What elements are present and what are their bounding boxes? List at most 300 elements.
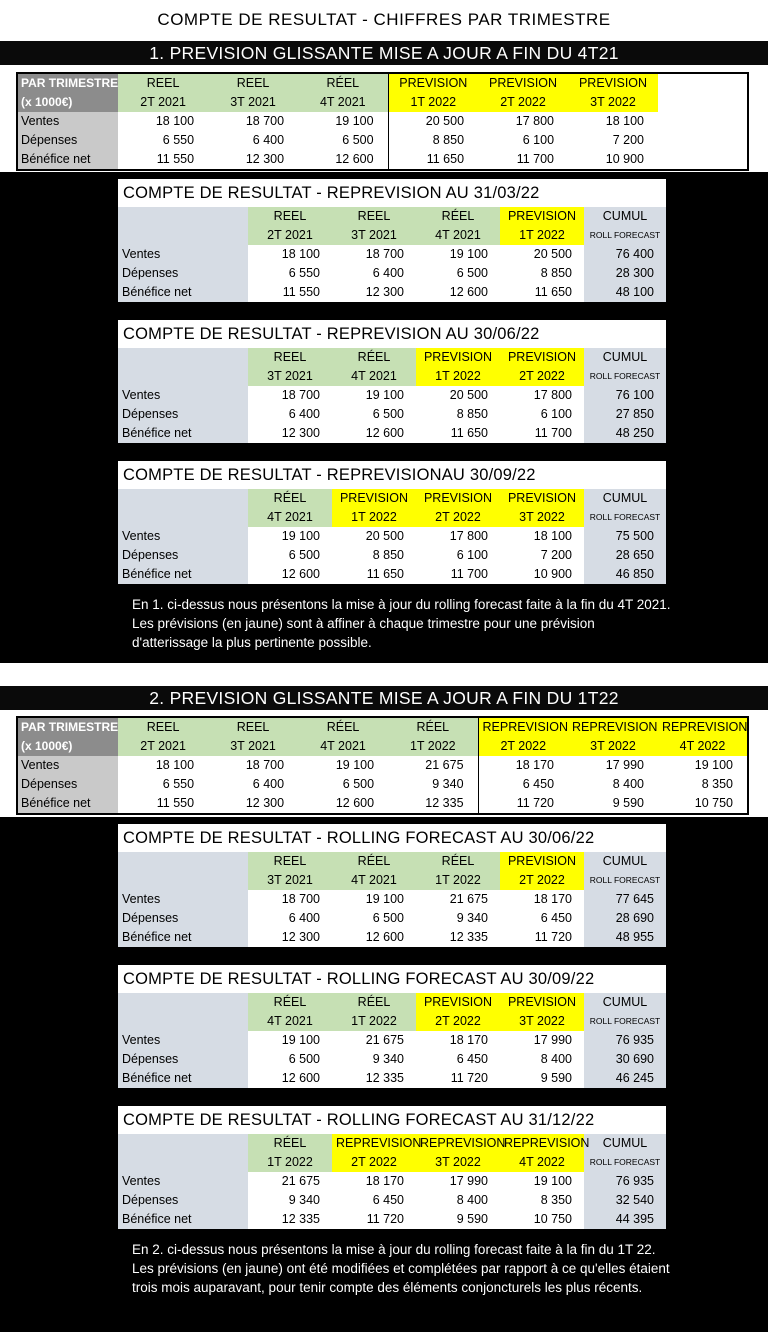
cumul-header: CUMUL [584, 852, 666, 871]
column-type-header: RÉEL [388, 717, 478, 737]
value-cell: 11 550 [156, 152, 195, 166]
empty-cell [658, 93, 748, 112]
value-cell: 18 170 [449, 1033, 488, 1047]
table-row [118, 928, 666, 947]
value-cell: 18 700 [245, 114, 285, 128]
cumul-value-cell: 76 100 [584, 386, 666, 405]
value-cell: 6 400 [252, 133, 285, 147]
empty-cell [658, 112, 748, 131]
column-quarter-header: 4T 2022 [500, 1153, 584, 1172]
column-quarter-header: 3T 2021 [208, 737, 298, 756]
value-cell: 18 170 [533, 892, 572, 906]
column-quarter-header: 3T 2022 [568, 737, 658, 756]
value-cell: 18 700 [245, 758, 285, 772]
column-quarter-header: 3T 2021 [208, 93, 298, 112]
column-type-header: REPREVISION [416, 1134, 500, 1153]
column-type-header: RÉEL [248, 1134, 332, 1153]
value-cell: 12 600 [365, 426, 404, 440]
table-row [118, 1191, 666, 1210]
section2-main-table [16, 716, 749, 815]
label-spacer [118, 993, 248, 1012]
column-quarter-header: 1T 2022 [248, 1153, 332, 1172]
column-quarter-header: 3T 2022 [500, 1012, 584, 1031]
cumul-value-cell: 28 650 [584, 546, 666, 565]
value-cell: 21 675 [425, 758, 464, 772]
column-type-header: RÉEL [248, 489, 332, 508]
value-cell: 12 335 [365, 1071, 404, 1085]
column-type-header: RÉEL [332, 993, 416, 1012]
cumul-value-cell: 28 300 [584, 264, 666, 283]
subtable-title: COMPTE DE RESULTAT - ROLLING FORECAST AU 31/12/22 [123, 1111, 595, 1129]
table-row [118, 264, 666, 283]
page-title: COMPTE DE RESULTAT - CHIFFRES PAR TRIMESTRE [157, 10, 611, 29]
value-cell: 10 900 [605, 152, 644, 166]
value-cell: 7 200 [612, 133, 644, 147]
value-cell: 17 990 [605, 758, 644, 772]
column-quarter-header: 4T 2021 [298, 737, 388, 756]
column-type-header: PREVISION [500, 852, 584, 871]
row-label: Dépenses [17, 775, 118, 794]
table-row [17, 131, 748, 150]
value-cell: 10 750 [533, 1212, 572, 1226]
cumul-subheader: ROLL FORECAST [584, 508, 666, 527]
column-quarter-header: 2T 2022 [500, 871, 584, 890]
cumul-subheader: ROLL FORECAST [584, 1153, 666, 1172]
value-cell: 9 590 [612, 796, 644, 810]
value-cell: 6 550 [162, 777, 195, 791]
table-row [17, 150, 748, 170]
section2-subtable-3 [118, 1106, 666, 1229]
cumul-value-cell: 46 245 [584, 1069, 666, 1088]
table-row [118, 527, 666, 546]
row-label: Dépenses [118, 1191, 248, 1210]
value-cell: 10 750 [694, 796, 733, 810]
column-type-header: REEL [248, 207, 332, 226]
cumul-value-cell: 27 850 [584, 405, 666, 424]
subtable-title: COMPTE DE RESULTAT - ROLLING FORECAST AU 30/06/22 [123, 829, 595, 847]
cumul-value-cell: 76 400 [584, 245, 666, 264]
column-type-header: PREVISION [500, 993, 584, 1012]
column-type-header: PREVISION [416, 489, 500, 508]
cumul-header: CUMUL [584, 993, 666, 1012]
value-cell: 11 700 [534, 426, 572, 440]
row-label: Bénéfice net [118, 283, 248, 302]
label-spacer [118, 1012, 248, 1031]
column-quarter-header: 3T 2021 [332, 226, 416, 245]
value-cell: 19 100 [335, 758, 375, 772]
column-quarter-header: 2T 2021 [118, 93, 208, 112]
column-quarter-header: 1T 2022 [388, 93, 478, 112]
cumul-value-cell: 76 935 [584, 1031, 666, 1050]
section2-header: 2. PREVISION GLISSANTE MISE A JOUR A FIN DU 1T22 [0, 686, 768, 710]
value-cell: 11 720 [450, 1071, 488, 1085]
value-cell: 9 340 [288, 1193, 320, 1207]
value-cell: 12 335 [449, 930, 488, 944]
row-label: Ventes [118, 527, 248, 546]
label-spacer [118, 871, 248, 890]
value-cell: 9 340 [456, 911, 488, 925]
column-quarter-header: 4T 2021 [298, 93, 388, 112]
column-type-header: PREVISION [500, 489, 584, 508]
row-label: Ventes [118, 1031, 248, 1050]
row-label: Dépenses [118, 1050, 248, 1069]
row-label: Bénéfice net [118, 424, 248, 443]
value-cell: 9 590 [456, 1212, 488, 1226]
value-cell: 12 335 [281, 1212, 320, 1226]
value-cell: 8 400 [456, 1193, 488, 1207]
value-cell: 11 650 [388, 150, 478, 170]
column-type-header: RÉEL [416, 207, 500, 226]
value-cell: 6 500 [456, 266, 488, 280]
row-label: Dépenses [118, 546, 248, 565]
value-cell: 19 100 [533, 1174, 572, 1188]
cumul-value-cell: 77 645 [584, 890, 666, 909]
value-cell: 20 500 [365, 529, 404, 543]
value-cell: 6 450 [456, 1052, 488, 1066]
value-cell: 9 590 [540, 1071, 572, 1085]
value-cell: 12 300 [365, 285, 404, 299]
row-label: Bénéfice net [17, 794, 118, 814]
table-row [118, 565, 666, 584]
section2-note: En 2. ci-dessus nous présentons la mise à jour du rolling forecast faite à la fin du 1T 22. Les prévisions (en jaune) ont été modifiées et complétées par rapport à ce qu'elles étaient trois mois auparavant, pour tenir compte des éléments conjoncturels les plus récents. [132, 1242, 670, 1295]
column-quarter-header: 4T 2021 [332, 871, 416, 890]
table-row [17, 775, 748, 794]
value-cell: 11 720 [534, 930, 572, 944]
subtable-grid [118, 207, 666, 302]
table-row [118, 546, 666, 565]
cumul-value-cell: 48 250 [584, 424, 666, 443]
empty-cell [658, 150, 748, 170]
cumul-header: CUMUL [584, 348, 666, 367]
value-cell: 6 500 [372, 911, 404, 925]
column-type-header: REEL [248, 348, 332, 367]
row-label: Dépenses [118, 909, 248, 928]
value-cell: 7 200 [540, 548, 572, 562]
cumul-value-cell: 32 540 [584, 1191, 666, 1210]
column-type-header: REEL [118, 73, 208, 93]
column-type-header: REPREVISION [658, 717, 748, 737]
value-cell: 20 500 [533, 247, 572, 261]
column-type-header: PREVISION [568, 73, 658, 93]
column-quarter-header: 4T 2021 [248, 508, 332, 527]
table-row [118, 1172, 666, 1191]
value-cell: 6 500 [288, 1052, 320, 1066]
column-quarter-header: 2T 2022 [478, 737, 568, 756]
label-spacer [118, 348, 248, 367]
value-cell: 21 675 [449, 892, 488, 906]
subtable-grid [118, 852, 666, 947]
section1-note: En 1. ci-dessus nous présentons la mise à jour du rolling forecast faite à la fin du 4T 2021. Les prévisions (en jaune) sont à affiner à chaque trimestre pour une prévision d'atterissage la plus pertinente possible. [132, 597, 671, 650]
table-row [17, 794, 748, 814]
column-type-header: PREVISION [332, 489, 416, 508]
value-cell: 18 700 [281, 892, 320, 906]
column-quarter-header: 2T 2021 [118, 737, 208, 756]
value-cell: 11 720 [366, 1212, 404, 1226]
value-cell: 18 100 [155, 758, 195, 772]
column-type-header: REPREVISION [500, 1134, 584, 1153]
column-type-header: PREVISION [416, 993, 500, 1012]
section1-header: 1. PREVISION GLISSANTE MISE A JOUR A FIN DU 4T21 [0, 41, 768, 65]
column-type-header: RÉEL [298, 73, 388, 93]
value-cell: 17 990 [533, 1033, 572, 1047]
label-spacer [118, 226, 248, 245]
empty-cell [658, 131, 748, 150]
value-cell: 11 700 [450, 567, 488, 581]
row-label: Bénéfice net [17, 150, 118, 170]
table-row [118, 1069, 666, 1088]
label-spacer [118, 367, 248, 386]
value-cell: 18 100 [281, 247, 320, 261]
column-type-header: REEL [208, 717, 298, 737]
value-cell: 11 720 [478, 794, 568, 814]
column-quarter-header: 3T 2022 [416, 1153, 500, 1172]
column-quarter-header: 4T 2022 [658, 737, 748, 756]
row-label: Bénéfice net [118, 565, 248, 584]
column-type-header: REEL [208, 73, 298, 93]
subtable-title: COMPTE DE RESULTAT - REPREVISIONAU 30/09/22 [123, 466, 536, 484]
column-quarter-header: 3T 2021 [248, 367, 332, 386]
column-quarter-header: 1T 2022 [416, 871, 500, 890]
value-cell: 20 500 [449, 388, 488, 402]
value-cell: 19 100 [365, 892, 404, 906]
column-quarter-header: 2T 2022 [478, 93, 568, 112]
column-quarter-header: 3T 2022 [500, 508, 584, 527]
column-quarter-header: 1T 2022 [500, 226, 584, 245]
cumul-value-cell: 30 690 [584, 1050, 666, 1069]
column-quarter-header: 3T 2022 [568, 93, 658, 112]
value-cell: 17 800 [515, 114, 555, 128]
row-label: Ventes [118, 245, 248, 264]
value-cell: 11 700 [516, 152, 555, 166]
row-label: Dépenses [118, 264, 248, 283]
column-quarter-header: 2T 2022 [416, 508, 500, 527]
value-cell: 18 100 [533, 529, 572, 543]
subtable-title: COMPTE DE RESULTAT - REPREVISION AU 31/03/22 [123, 184, 540, 202]
table-row [118, 1210, 666, 1229]
value-cell: 6 400 [252, 777, 285, 791]
label-spacer [118, 1153, 248, 1172]
table-row [118, 405, 666, 424]
value-cell: 6 500 [342, 777, 375, 791]
column-type-header: PREVISION [500, 207, 584, 226]
column-quarter-header: 2T 2022 [332, 1153, 416, 1172]
value-cell: 8 350 [540, 1193, 572, 1207]
column-quarter-header: 1T 2022 [416, 367, 500, 386]
value-cell: 6 100 [540, 407, 572, 421]
value-cell: 8 850 [388, 131, 478, 150]
cumul-subheader: ROLL FORECAST [584, 226, 666, 245]
row-label: Bénéfice net [118, 928, 248, 947]
cumul-value-cell: 76 935 [584, 1172, 666, 1191]
value-cell: 20 500 [388, 112, 478, 131]
value-cell: 12 600 [335, 796, 375, 810]
column-quarter-header: 1T 2022 [332, 508, 416, 527]
table-header-label: (x 1000€) [17, 737, 118, 756]
column-type-header: PREVISION [478, 73, 568, 93]
table-header-label: PAR TRIMESTRE [17, 717, 118, 737]
column-quarter-header: 2T 2021 [248, 226, 332, 245]
column-type-header: PREVISION [388, 73, 478, 93]
column-type-header: REPREVISION [332, 1134, 416, 1153]
value-cell: 11 650 [450, 426, 488, 440]
column-type-header: REPREVISION [568, 717, 658, 737]
value-cell: 6 550 [162, 133, 195, 147]
column-quarter-header: 4T 2021 [248, 1012, 332, 1031]
column-type-header: REEL [118, 717, 208, 737]
value-cell: 12 600 [281, 567, 320, 581]
value-cell: 18 170 [478, 756, 568, 775]
label-spacer [118, 489, 248, 508]
column-quarter-header: 3T 2021 [248, 871, 332, 890]
value-cell: 17 800 [533, 388, 572, 402]
label-spacer [118, 852, 248, 871]
section1-subtable-1 [118, 179, 666, 302]
row-label: Ventes [17, 756, 118, 775]
row-label: Dépenses [17, 131, 118, 150]
column-type-header: PREVISION [500, 348, 584, 367]
table-row [118, 890, 666, 909]
value-cell: 19 100 [281, 1033, 320, 1047]
column-type-header: RÉEL [332, 348, 416, 367]
value-cell: 11 550 [156, 796, 195, 810]
value-cell: 8 850 [540, 266, 572, 280]
table-header-label: PAR TRIMESTRE [17, 73, 118, 93]
table-row [17, 756, 748, 775]
subtable-grid [118, 489, 666, 584]
cumul-header: CUMUL [584, 207, 666, 226]
value-cell: 10 900 [533, 567, 572, 581]
table-header-label: (x 1000€) [17, 93, 118, 112]
value-cell: 19 100 [694, 758, 733, 772]
column-type-header: PREVISION [416, 348, 500, 367]
value-cell: 12 600 [449, 285, 488, 299]
value-cell: 6 450 [372, 1193, 404, 1207]
row-label: Bénéfice net [118, 1069, 248, 1088]
value-cell: 12 600 [365, 930, 404, 944]
value-cell: 17 800 [449, 529, 488, 543]
value-cell: 12 335 [425, 796, 464, 810]
value-cell: 19 100 [335, 114, 374, 128]
empty-cell [658, 73, 748, 93]
cumul-header: CUMUL [584, 489, 666, 508]
value-cell: 6 400 [288, 911, 320, 925]
value-cell: 9 340 [432, 777, 464, 791]
value-cell: 19 100 [281, 529, 320, 543]
table-row [118, 386, 666, 405]
value-cell: 18 100 [155, 114, 195, 128]
section1-main-table [16, 72, 749, 171]
value-cell: 8 850 [372, 548, 404, 562]
value-cell: 6 500 [372, 407, 404, 421]
value-cell: 6 450 [540, 911, 572, 925]
column-quarter-header: 4T 2021 [332, 367, 416, 386]
value-cell: 6 500 [288, 548, 320, 562]
cumul-value-cell: 48 955 [584, 928, 666, 947]
value-cell: 6 500 [342, 133, 374, 147]
table-row [17, 112, 748, 131]
column-type-header: RÉEL [298, 717, 388, 737]
column-type-header: REPREVISION [478, 717, 568, 737]
column-type-header: RÉEL [416, 852, 500, 871]
value-cell: 6 100 [456, 548, 488, 562]
table-row [118, 1031, 666, 1050]
value-cell: 18 700 [281, 388, 320, 402]
column-type-header: REEL [332, 207, 416, 226]
value-cell: 11 650 [366, 567, 404, 581]
cumul-value-cell: 46 850 [584, 565, 666, 584]
value-cell: 12 300 [245, 152, 285, 166]
column-quarter-header: 2T 2022 [500, 367, 584, 386]
row-label: Bénéfice net [118, 1210, 248, 1229]
table-row [118, 1050, 666, 1069]
cumul-value-cell: 28 690 [584, 909, 666, 928]
value-cell: 9 340 [372, 1052, 404, 1066]
cumul-header: CUMUL [584, 1134, 666, 1153]
value-cell: 17 990 [449, 1174, 488, 1188]
cumul-subheader: ROLL FORECAST [584, 1012, 666, 1031]
table-row [118, 245, 666, 264]
subtable-grid [118, 348, 666, 443]
row-label: Ventes [17, 112, 118, 131]
subtable-title: COMPTE DE RESULTAT - REPREVISION AU 30/06/22 [123, 325, 540, 343]
section2-subtable-1 [118, 824, 666, 947]
value-cell: 18 700 [365, 247, 404, 261]
value-cell: 18 170 [365, 1174, 404, 1188]
cumul-value-cell: 44 395 [584, 1210, 666, 1229]
label-spacer [118, 508, 248, 527]
value-cell: 11 650 [534, 285, 572, 299]
section2-subtable-2 [118, 965, 666, 1088]
column-quarter-header: 4T 2021 [416, 226, 500, 245]
value-cell: 18 100 [605, 114, 644, 128]
row-label: Ventes [118, 386, 248, 405]
subtable-grid [118, 993, 666, 1088]
value-cell: 12 300 [281, 426, 320, 440]
value-cell: 8 850 [456, 407, 488, 421]
table-row [118, 909, 666, 928]
value-cell: 6 400 [288, 407, 320, 421]
label-spacer [118, 1134, 248, 1153]
value-cell: 12 300 [245, 796, 285, 810]
label-spacer [118, 207, 248, 226]
subtable-title: COMPTE DE RESULTAT - ROLLING FORECAST AU 30/09/22 [123, 970, 595, 988]
cumul-value-cell: 48 100 [584, 283, 666, 302]
column-quarter-header: 1T 2022 [332, 1012, 416, 1031]
value-cell: 12 600 [281, 1071, 320, 1085]
value-cell: 8 350 [701, 777, 733, 791]
value-cell: 6 550 [288, 266, 320, 280]
subtable-grid [118, 1134, 666, 1229]
table-row [118, 283, 666, 302]
cumul-subheader: ROLL FORECAST [584, 871, 666, 890]
column-type-header: RÉEL [248, 993, 332, 1012]
row-label: Ventes [118, 890, 248, 909]
value-cell: 6 400 [372, 266, 404, 280]
row-label: Dépenses [118, 405, 248, 424]
value-cell: 8 400 [540, 1052, 572, 1066]
column-type-header: RÉEL [332, 852, 416, 871]
value-cell: 12 600 [335, 152, 374, 166]
value-cell: 11 550 [282, 285, 320, 299]
value-cell: 19 100 [365, 388, 404, 402]
value-cell: 6 450 [478, 775, 568, 794]
value-cell: 21 675 [281, 1174, 320, 1188]
value-cell: 21 675 [365, 1033, 404, 1047]
row-label: Ventes [118, 1172, 248, 1191]
section1-subtable-3 [118, 461, 666, 584]
cumul-subheader: ROLL FORECAST [584, 367, 666, 386]
column-quarter-header: 1T 2022 [388, 737, 478, 756]
